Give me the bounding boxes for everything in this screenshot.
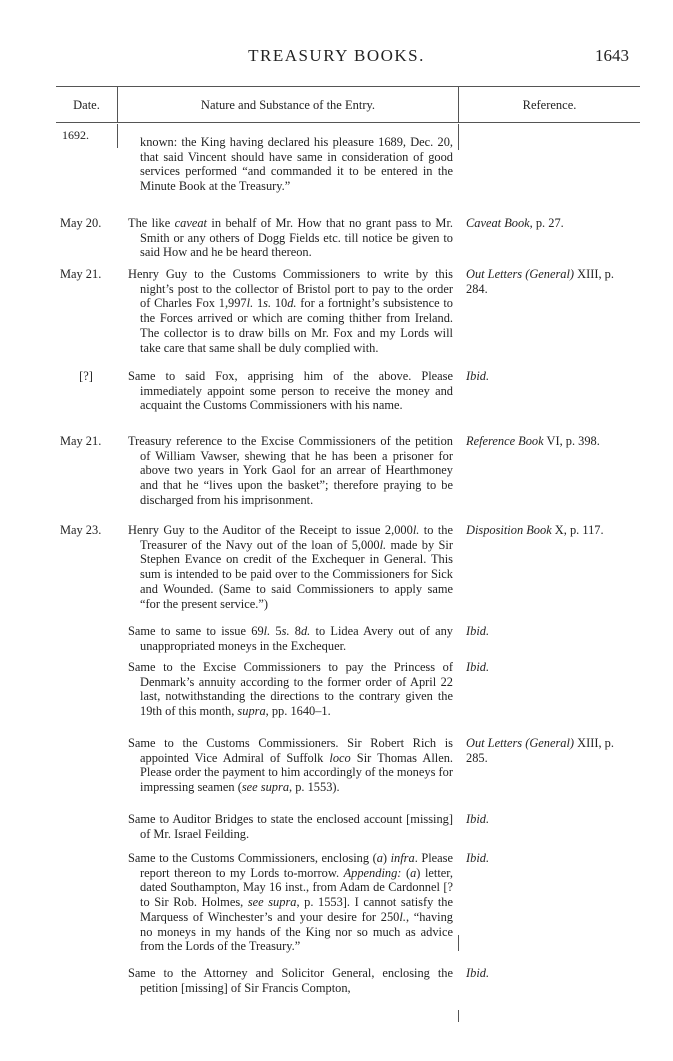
- entry-text: known: the King having declared his pleasure 1689, Dec. 20, that said Vincent should have same in consideration of good services performed “and commanded it to be entered in the Minute Book at the Treasury.”: [140, 135, 453, 194]
- column-header-reference: Reference.: [522, 98, 577, 112]
- column-header-date: Date.: [73, 98, 100, 112]
- table-header-rule: [56, 122, 640, 123]
- entry-reference: Caveat Book, p. 27.: [466, 216, 564, 230]
- entry-text: Henry Guy to the Customs Commissioners to write by this night’s post to the collector of Bristol port to pay to the order of Charles Fox 1,997l. 1s. 10d. for a fortnight’s subsistence to the Forces arrived or which are coming thither from Ireland. The collector is to draw bills on Mr. Fox and my Lords will take care that same shall be duly complied with.: [128, 267, 454, 355]
- entry-text: Same to the Excise Commissioners to pay the Princess of Denmark’s annuity according to the former order of April 22 last, notwithstanding the directions to the contrary given the 19th of this month, supra, pp. 1640–1.: [128, 660, 453, 719]
- nature-right-divider-low: [458, 935, 459, 951]
- table-top-rule: [56, 86, 640, 87]
- nature-left-divider: [117, 124, 118, 148]
- column-header-nature: Nature and Substance of the Entry.: [200, 98, 376, 112]
- entry-date: May 23.: [60, 523, 102, 537]
- entry-reference: Ibid.: [466, 851, 490, 865]
- entry-reference: Ibid.: [466, 660, 490, 674]
- entry-text: Same to same to issue 69l. 5s. 8d. to Lidea Avery out of any unappropriated moneys in the Exchequer.: [128, 624, 453, 653]
- entry-text: Same to the Customs Commissioners, enclosing (a) infra. Please report thereon to my Lords to-morrow. Appending: (a) letter, dated Southampton, May 16 inst., from Adam de Cardonnel [? to Sir Rob. Holmes, see supra, p. 1553]. I cannot satisfy the Marquess of Winchester’s and your desire for 250l., “having no moneys in my hands of the King nor so much as advice from the Lords of the Treasury.”: [128, 851, 454, 954]
- entry-reference: Out Letters (General) XIII, p. 285.: [466, 736, 614, 765]
- entry-text: Treasury reference to the Excise Commissioners of the petition of William Vawser, shewing that he has been a prisoner for above two years in York Gaol for an arrear of Hearthmoney and that he “lives upon the basket”; therefore praying to be discharged from his imprisonment.: [128, 434, 453, 507]
- entry-reference: Ibid.: [466, 369, 490, 383]
- nature-right-divider-bottom: [458, 1010, 459, 1022]
- entry-date: [?]: [79, 369, 93, 383]
- entry-text: Same to the Customs Commissioners. Sir Robert Rich is appointed Vice Admiral of Suffolk loco Sir Thomas Allen. Please order the payment to him accordingly of the moneys for impressing seamen (see supra, p. 1553).: [128, 736, 453, 795]
- entry-date: May 21.: [60, 434, 102, 448]
- entry-reference: Ibid.: [466, 624, 490, 638]
- entry-text: Same to Auditor Bridges to state the enclosed account [missing] of Mr. Israel Feilding.: [128, 812, 453, 841]
- entry-text: Same to the Attorney and Solicitor General, enclosing the petition [missing] of Sir Francis Compton,: [128, 966, 453, 995]
- entry-date: May 20.: [60, 216, 102, 230]
- entry-text: Same to said Fox, apprising him of the above. Please immediately appoint some person to receive the money and acquaint the Customs Commissioners with his name.: [128, 369, 453, 413]
- entry-reference: Disposition Book X, p. 117.: [466, 523, 604, 537]
- entry-reference: Ibid.: [466, 812, 490, 826]
- entry-reference: Out Letters (General) XIII, p. 284.: [466, 267, 614, 296]
- year-marker: 1692.: [62, 128, 89, 142]
- entry-reference: Ibid.: [466, 966, 490, 980]
- running-title: TREASURY BOOKS.: [248, 46, 425, 65]
- entry-reference: Reference Book VI, p. 398.: [466, 434, 600, 448]
- entry-text: Henry Guy to the Auditor of the Receipt to issue 2,000l. to the Treasurer of the Navy out of the loan of 5,000l. made by Sir Stephen Evance on credit of the Exchequer in General. This sum is intended to be paid over to the Commissioners for Sick and Wounded. (Same to said Commissioners to apply same “for the present service.”): [128, 523, 453, 611]
- entry-text: The like caveat in behalf of Mr. How that no grant pass to Mr. Smith or any others of Dogg Fields etc. till notice be given to said How and he be heard thereon.: [128, 216, 453, 260]
- running-head: [0, 44, 673, 68]
- entry-date: May 21.: [60, 267, 102, 281]
- nature-right-divider: [458, 124, 459, 150]
- page-number: 1643: [595, 46, 629, 65]
